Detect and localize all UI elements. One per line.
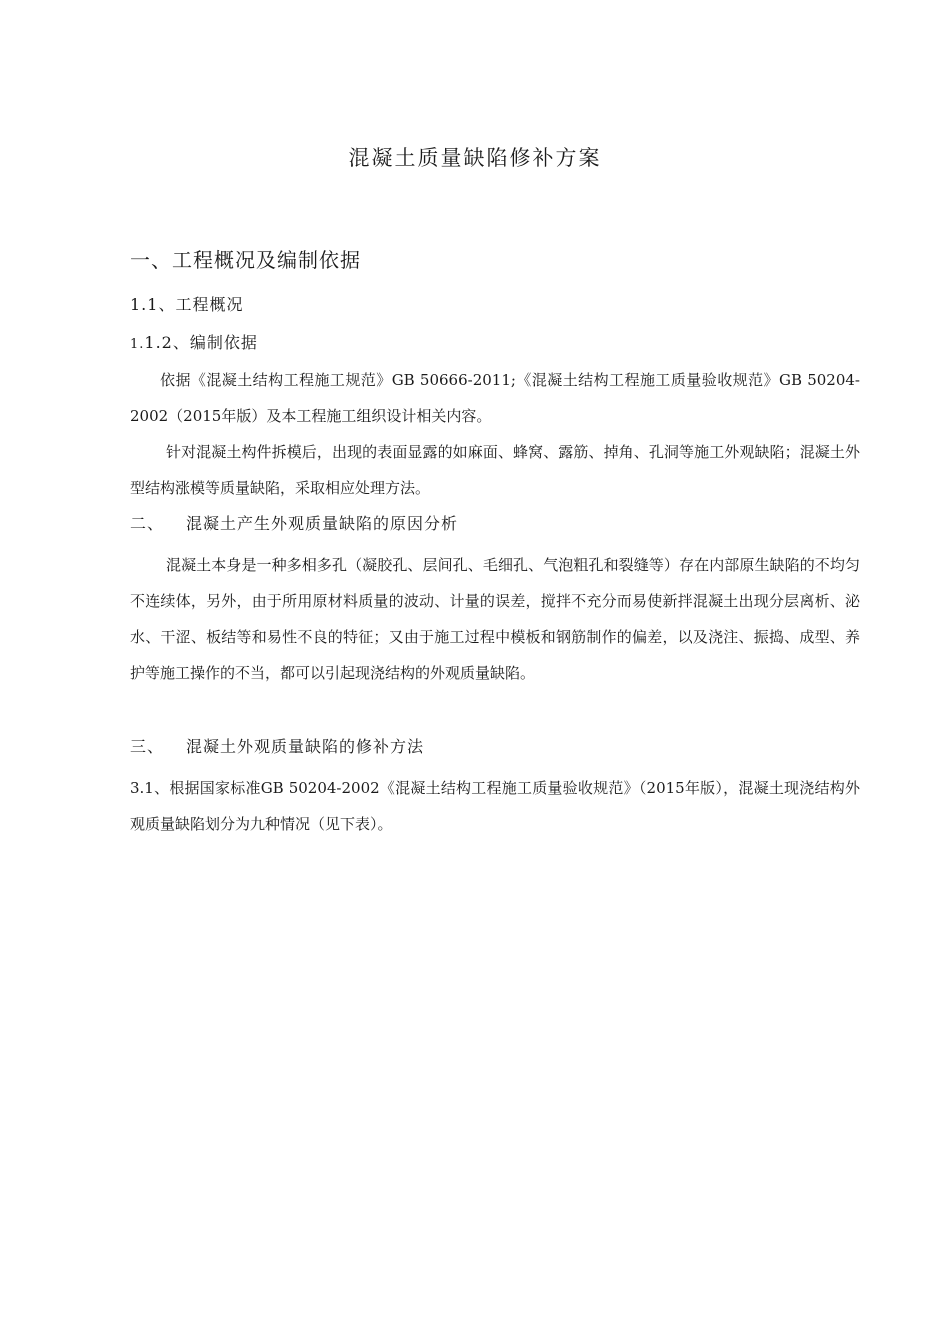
subsection-number-prefix: 1. xyxy=(130,337,145,352)
subsection-label: 1.2、编制依据 xyxy=(144,333,258,352)
repair-method-paragraph: 3.1、根据国家标准GB 50204-2002《混凝土结构工程施工质量验收规范》（2015年版），混凝土现浇结构外观质量缺陷划分为九种情况（见下表）。 xyxy=(130,779,860,833)
basis-paragraph: 依据《混凝土结构工程施工规范》GB 50666-2011;《混凝土结构工程施工质量验收规范》GB 50204-2002（2015年版）及本工程施工组织设计相关内容。 xyxy=(130,371,860,425)
section-2-number: 二、 xyxy=(130,514,165,533)
scope-paragraph: 针对混凝土构件拆模后，出现的表面显露的如麻面、蜂窝、露筋、掉角、孔洞等施工外观缺陷；混凝土外型结构涨模等质量缺陷，采取相应处理方法。 xyxy=(130,443,860,497)
subsection-1-1-2-heading xyxy=(130,330,258,353)
section-3-number: 三、 xyxy=(130,737,165,756)
cause-analysis-paragraph: 混凝土本身是一种多相多孔（凝胶孔、层间孔、毛细孔、气泡粗孔和裂缝等）存在内部原生缺陷的不均匀不连续体，另外，由于所用原材料质量的波动、计量的误差，搅拌不充分而易使新拌混凝土出现分层离析、泌水、干涩、板结等和易性不良的特征；又由于施工过程中模板和钢筋制作的偏差，以及浇注、振捣、成型、养护等施工操作的不当，都可以引起现浇结构的外观质量缺陷。 xyxy=(130,556,860,682)
section-2-heading xyxy=(130,511,458,534)
document-title: 混凝土质量缺陷修补方案 xyxy=(348,146,602,170)
section-3-heading xyxy=(130,734,424,757)
section-2-title: 混凝土产生外观质量缺陷的原因分析 xyxy=(186,514,459,533)
section-3-title: 混凝土外观质量缺陷的修补方法 xyxy=(186,737,425,756)
section-1-heading: 一、工程概况及编制依据 xyxy=(130,248,361,272)
subsection-1-1-heading: 1.1、工程概况 xyxy=(130,295,244,314)
